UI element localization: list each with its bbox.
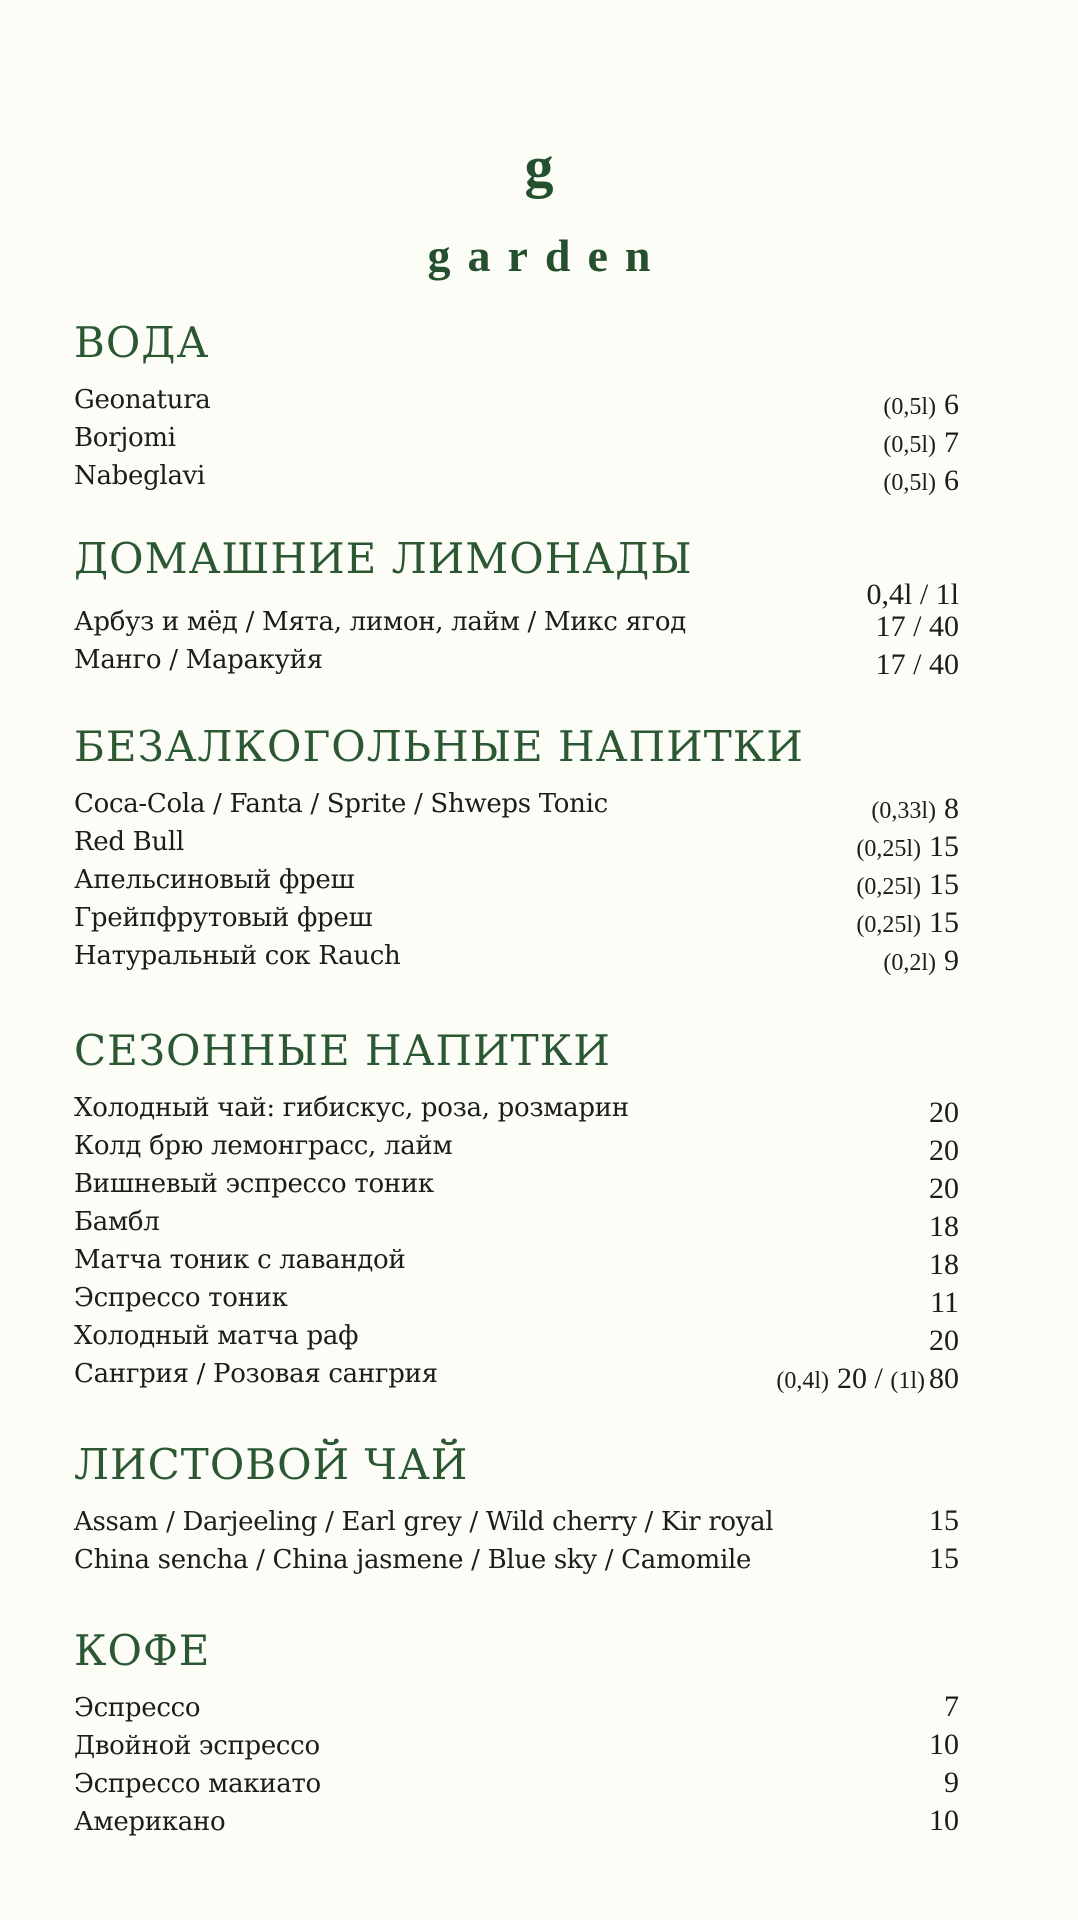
- section-water: [74, 318, 959, 497]
- item-name: Холодный чай: гибискус, роза, розмарин: [74, 1093, 629, 1123]
- section-soft-drinks: [74, 722, 959, 977]
- menu-item: [74, 1502, 959, 1540]
- item-name: Колд брю лемонграсс, лайм: [74, 1131, 453, 1161]
- item-price: 6: [944, 388, 959, 421]
- item-price: 7: [944, 1690, 959, 1723]
- menu-item: [74, 1316, 959, 1357]
- item-price-group: [856, 866, 959, 906]
- item-name: Холодный матча раф: [74, 1321, 359, 1351]
- item-name: Эспрессо: [74, 1693, 201, 1723]
- section-leaf-tea: [74, 1440, 959, 1578]
- menu-item: [74, 456, 959, 497]
- item-price-group: [871, 790, 959, 830]
- volume-column-header: 0,4l / 1l: [866, 578, 959, 611]
- item-price: 7: [944, 426, 959, 459]
- menu-item: [74, 602, 959, 643]
- item-name: Geonatura: [74, 385, 211, 415]
- section-title: СЕЗОННЫЕ НАПИТКИ: [74, 1026, 611, 1075]
- item-name: Вишневый эспрессо тоник: [74, 1169, 434, 1199]
- item-volume: (0,2l): [883, 950, 936, 976]
- item-name: Матча тоник с лавандой: [74, 1245, 406, 1275]
- item-name: Манго / Маракуйя: [74, 645, 323, 675]
- menu-item: [74, 1354, 959, 1395]
- item-price: 20: [837, 1362, 867, 1395]
- menu-item: [74, 1088, 959, 1129]
- section-title: ЛИСТОВОЙ ЧАЙ: [74, 1440, 469, 1489]
- item-price: 17 / 40: [875, 610, 959, 643]
- item-price: 20: [929, 1096, 959, 1129]
- section-title: ВОДА: [74, 318, 210, 367]
- menu-item: [74, 936, 959, 977]
- menu-item: [74, 1126, 959, 1167]
- item-name: Nabeglavi: [74, 461, 206, 491]
- item-price: 18: [929, 1210, 959, 1243]
- item-volume-2: (1l): [890, 1368, 925, 1394]
- section-title: ДОМАШНИЕ ЛИМОНАДЫ: [74, 534, 693, 583]
- item-name: Assam / Darjeeling / Earl grey / Wild cherry / Kir royal: [74, 1507, 774, 1537]
- item-price: 20: [929, 1324, 959, 1357]
- item-price: 20: [929, 1134, 959, 1167]
- logo-mark: g: [524, 134, 554, 199]
- item-price: 10: [929, 1804, 959, 1837]
- item-price: 11: [930, 1286, 959, 1319]
- menu-item: [74, 1540, 959, 1578]
- item-volume: (0,4l): [776, 1368, 829, 1394]
- menu-item: [74, 380, 959, 421]
- menu-item: [74, 640, 959, 681]
- item-volume: (0,5l): [883, 470, 936, 496]
- item-name: Borjomi: [74, 423, 176, 453]
- item-name: Сангрия / Розовая сангрия: [74, 1359, 438, 1389]
- menu-item: [74, 1202, 959, 1243]
- menu-item: [74, 898, 959, 939]
- item-name: Бамбл: [74, 1207, 160, 1237]
- item-price: 15: [929, 868, 959, 901]
- item-price: 15: [929, 906, 959, 939]
- item-name: Апельсиновый фреш: [74, 865, 355, 895]
- item-volume: (0,25l): [856, 874, 921, 900]
- item-price: 15: [929, 1542, 959, 1575]
- item-price: 6: [944, 464, 959, 497]
- item-price: 9: [944, 944, 959, 977]
- menu-item: [74, 418, 959, 459]
- item-volume: (0,33l): [871, 798, 936, 824]
- item-price-group: [856, 904, 959, 944]
- item-price-group: [883, 424, 959, 464]
- item-volume: (0,25l): [856, 836, 921, 862]
- item-price-group: [856, 828, 959, 868]
- item-volume: (0,5l): [883, 432, 936, 458]
- menu-item: [74, 784, 959, 825]
- menu-item: [74, 1726, 959, 1764]
- item-price: 17 / 40: [875, 648, 959, 681]
- menu-item: [74, 860, 959, 901]
- item-price-group: [883, 386, 959, 426]
- item-price: 15: [929, 1504, 959, 1537]
- item-name: Американо: [74, 1807, 226, 1837]
- item-price-group: [883, 462, 959, 502]
- item-price-group: [776, 1360, 959, 1400]
- logo-wordmark: garden: [427, 230, 668, 281]
- item-volume: (0,25l): [856, 912, 921, 938]
- item-volume: (0,5l): [883, 394, 936, 420]
- item-name: Coca-Cola / Fanta / Sprite / Shweps Tonic: [74, 789, 608, 819]
- item-name: Эспрессо макиато: [74, 1769, 321, 1799]
- item-name: Red Bull: [74, 827, 184, 857]
- section-title: БЕЗАЛКОГОЛЬНЫЕ НАПИТКИ: [74, 722, 804, 771]
- item-name: Двойной эспрессо: [74, 1731, 320, 1761]
- menu-item: [74, 1764, 959, 1802]
- item-price: 9: [944, 1766, 959, 1799]
- menu-item: [74, 822, 959, 863]
- item-price-2: 80: [929, 1362, 959, 1395]
- item-name: China sencha / China jasmene / Blue sky / Camomile: [74, 1545, 752, 1575]
- item-price: 18: [929, 1248, 959, 1281]
- item-name: Арбуз и мёд / Мята, лимон, лайм / Микс ягод: [74, 607, 686, 637]
- item-price: 15: [929, 830, 959, 863]
- menu-item: [74, 1164, 959, 1205]
- item-price-group: [883, 942, 959, 982]
- menu-item: [74, 1688, 959, 1726]
- section-coffee: [74, 1626, 959, 1840]
- section-title: КОФЕ: [74, 1626, 211, 1675]
- menu-item: [74, 1278, 959, 1319]
- price-separator: /: [874, 1362, 883, 1395]
- item-price: 8: [944, 792, 959, 825]
- item-name: Натуральный сок Rauch: [74, 941, 401, 971]
- item-price: 10: [929, 1728, 959, 1761]
- section-lemonades: [74, 534, 959, 681]
- menu-item: [74, 1802, 959, 1840]
- menu-item: [74, 1240, 959, 1281]
- item-name: Эспрессо тоник: [74, 1283, 288, 1313]
- section-seasonal-drinks: [74, 1026, 959, 1395]
- item-price: 20: [929, 1172, 959, 1205]
- item-name: Грейпфрутовый фреш: [74, 903, 373, 933]
